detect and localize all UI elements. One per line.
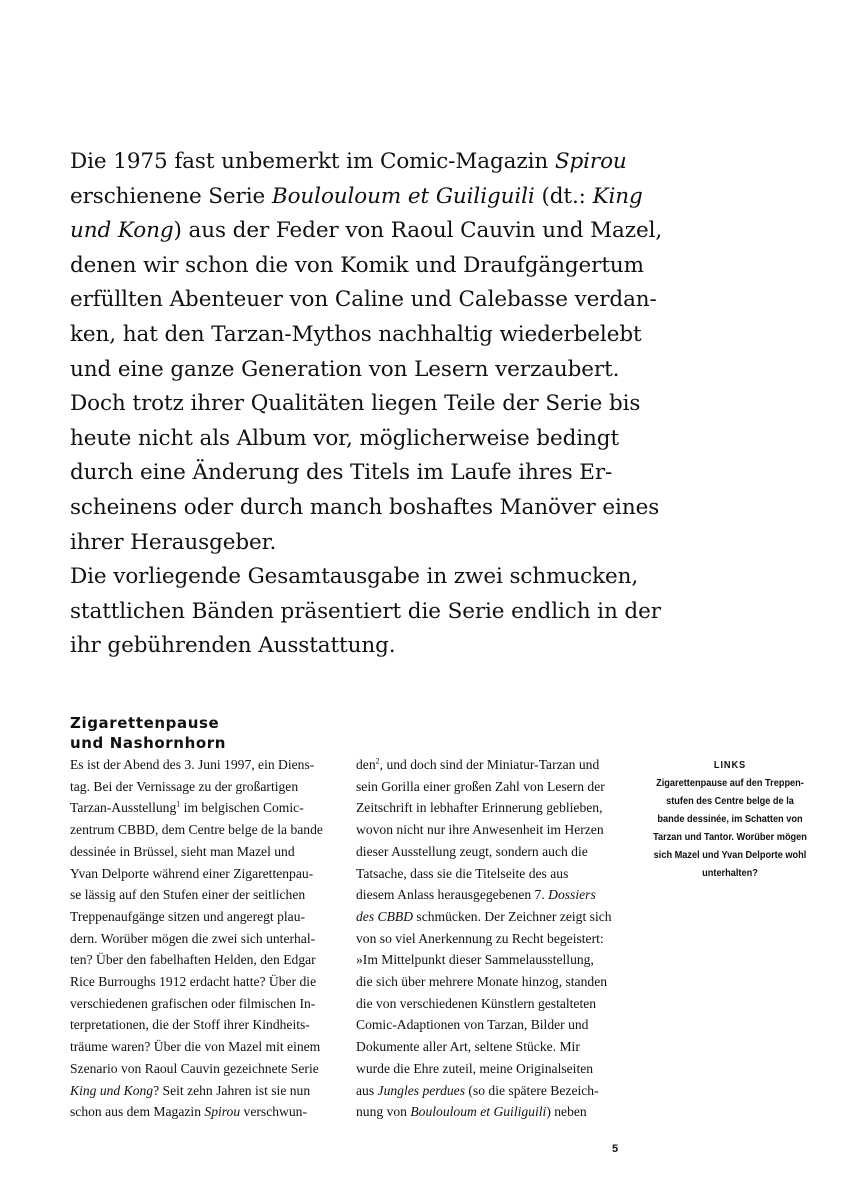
text-line: den$^2$, und doch sind der Miniatur-Tarzan und xyxy=(356,756,600,772)
text-line: sein Gorilla einer großen Zahl von Lesern der xyxy=(356,778,605,794)
text-line: Treppenaufgänge sitzen und angeregt plau- xyxy=(70,908,306,924)
section-heading-line-2: und Nashornhorn xyxy=(70,734,227,752)
body-column-right xyxy=(356,754,626,1123)
text-line: ten? Über den fabelhaften Helden, den Edgar xyxy=(70,952,316,968)
text-line: ken, hat den Tarzan-Mythos nachhaltig wiederbelebt xyxy=(70,321,642,347)
text-line: aus Jungles perdues (so die spätere Bezeich- xyxy=(356,1082,599,1098)
text-line: »Im Mittelpunkt dieser Sammelausstellung, xyxy=(356,952,594,968)
text-line: tag. Bei der Vernissage zu der großartigen xyxy=(70,778,299,794)
text-line: Die vorliegende Gesamtausgabe in zwei schmucken, xyxy=(70,564,639,590)
text-line: und Kong) aus der Feder von Raoul Cauvin und Mazel, xyxy=(70,218,663,244)
text-line: terpretationen, die der Stoff ihrer Kindheits- xyxy=(70,1017,310,1033)
text-line: von so viel Anerkennung zu Recht begeistert: xyxy=(356,930,604,946)
text-line: zentrum CBBD, dem Centre belge de la bande xyxy=(70,822,323,838)
text-line: ihr gebührenden Ausstattung. xyxy=(70,633,396,659)
text-line: Die 1975 fast unbemerkt im Comic-Magazin Spirou xyxy=(70,149,627,174)
text-line: wurde die Ehre zuteil, meine Originalseiten xyxy=(356,1060,594,1076)
text-line: die von verschiedenen Künstlern gestalteten xyxy=(356,995,597,1011)
text-line: Es ist der Abend des 3. Juni 1997, ein Diens- xyxy=(70,757,315,772)
text-line: die sich über mehrere Monate hinzog, standen xyxy=(356,974,608,990)
text-line: dieser Ausstellung zeugt, sondern auch die xyxy=(356,843,588,859)
text-line: durch eine Änderung des Titels im Laufe ihres Er- xyxy=(70,460,613,486)
text-line: nung von Boulouloum et Guiliguili) neben xyxy=(356,1104,587,1120)
text-line: Dokumente aller Art, seltene Stücke. Mir xyxy=(356,1039,580,1055)
caption-text xyxy=(652,775,808,883)
caption-line: Zigarettenpause auf den Treppen- xyxy=(656,778,804,789)
text-line: schon aus dem Magazin Spirou verschwun- xyxy=(70,1104,307,1120)
text-line: se lässig auf den Stufen einer der seitlichen xyxy=(70,887,306,903)
text-line: und eine ganze Generation von Lesern verzaubert. xyxy=(70,356,620,382)
text-line: Rice Burroughs 1912 erdacht hatte? Über die xyxy=(70,974,317,990)
text-line: Szenario von Raoul Cauvin gezeichnete Serie xyxy=(70,1060,319,1076)
text-line: wovon nicht nur ihre Anwesenheit im Herzen xyxy=(356,822,604,838)
text-line: träume waren? Über die von Mazel mit einem xyxy=(70,1039,321,1055)
text-line: heute nicht als Album vor, möglicherweise bedingt xyxy=(70,425,619,451)
text-line: Zeitschrift in lebhafter Erinnerung geblieben, xyxy=(356,800,603,816)
photo-caption xyxy=(652,757,808,883)
text-line: des CBBD schmücken. Der Zeichner zeigt sich xyxy=(356,908,612,924)
text-line: verschiedenen grafischen oder filmischen In- xyxy=(70,995,316,1011)
caption-line: stufen des Centre belge de la xyxy=(666,796,794,807)
page-number: 5 xyxy=(612,1143,619,1155)
text-line: erfüllten Abenteuer von Caline und Calebasse verdan- xyxy=(70,287,657,313)
intro-paragraph xyxy=(70,145,663,664)
text-line: Tatsache, dass sie die Titelseite des aus xyxy=(356,865,569,881)
text-line: scheinens oder durch manch boshaftes Manöver eines xyxy=(70,494,660,520)
text-line: dessinée in Brüssel, sieht man Mazel und xyxy=(70,843,295,859)
caption-line: Tarzan und Tantor. Worüber mögen xyxy=(653,832,807,843)
body-column-left xyxy=(70,754,338,1123)
text-line: Tarzan-Ausstellung$^1$ im belgischen Comic- xyxy=(70,799,304,816)
text-line: Doch trotz ihrer Qualitäten liegen Teile der Serie bis xyxy=(70,391,641,417)
caption-line: sich Mazel und Yvan Delporte wohl xyxy=(653,850,807,861)
caption-line: bande dessinée, im Schatten von xyxy=(657,814,803,825)
text-line: Yvan Delporte während einer Zigarettenpau- xyxy=(70,865,314,881)
text-line: Comic-Adaptionen von Tarzan, Bilder und xyxy=(356,1017,589,1033)
text-line: diesem Anlass herausgegebenen 7. Dossiers xyxy=(356,887,596,903)
text-line: King und Kong? Seit zehn Jahren ist sie nun xyxy=(70,1082,311,1098)
text-line: dern. Worüber mögen die zwei sich unterhal- xyxy=(70,930,316,946)
section-heading-line-1: Zigarettenpause xyxy=(70,714,220,732)
caption-label: LINKS xyxy=(713,760,747,771)
text-line: stattlichen Bänden präsentiert die Serie endlich in der xyxy=(70,598,661,624)
caption-line: unterhalten? xyxy=(702,868,758,879)
section-heading xyxy=(70,713,330,753)
text-line: ihrer Herausgeber. xyxy=(70,529,277,555)
text-line: erschienene Serie Boulouloum et Guiliguili (dt.: King xyxy=(70,183,643,209)
text-line: denen wir schon die von Komik und Draufgängertum xyxy=(70,252,644,278)
